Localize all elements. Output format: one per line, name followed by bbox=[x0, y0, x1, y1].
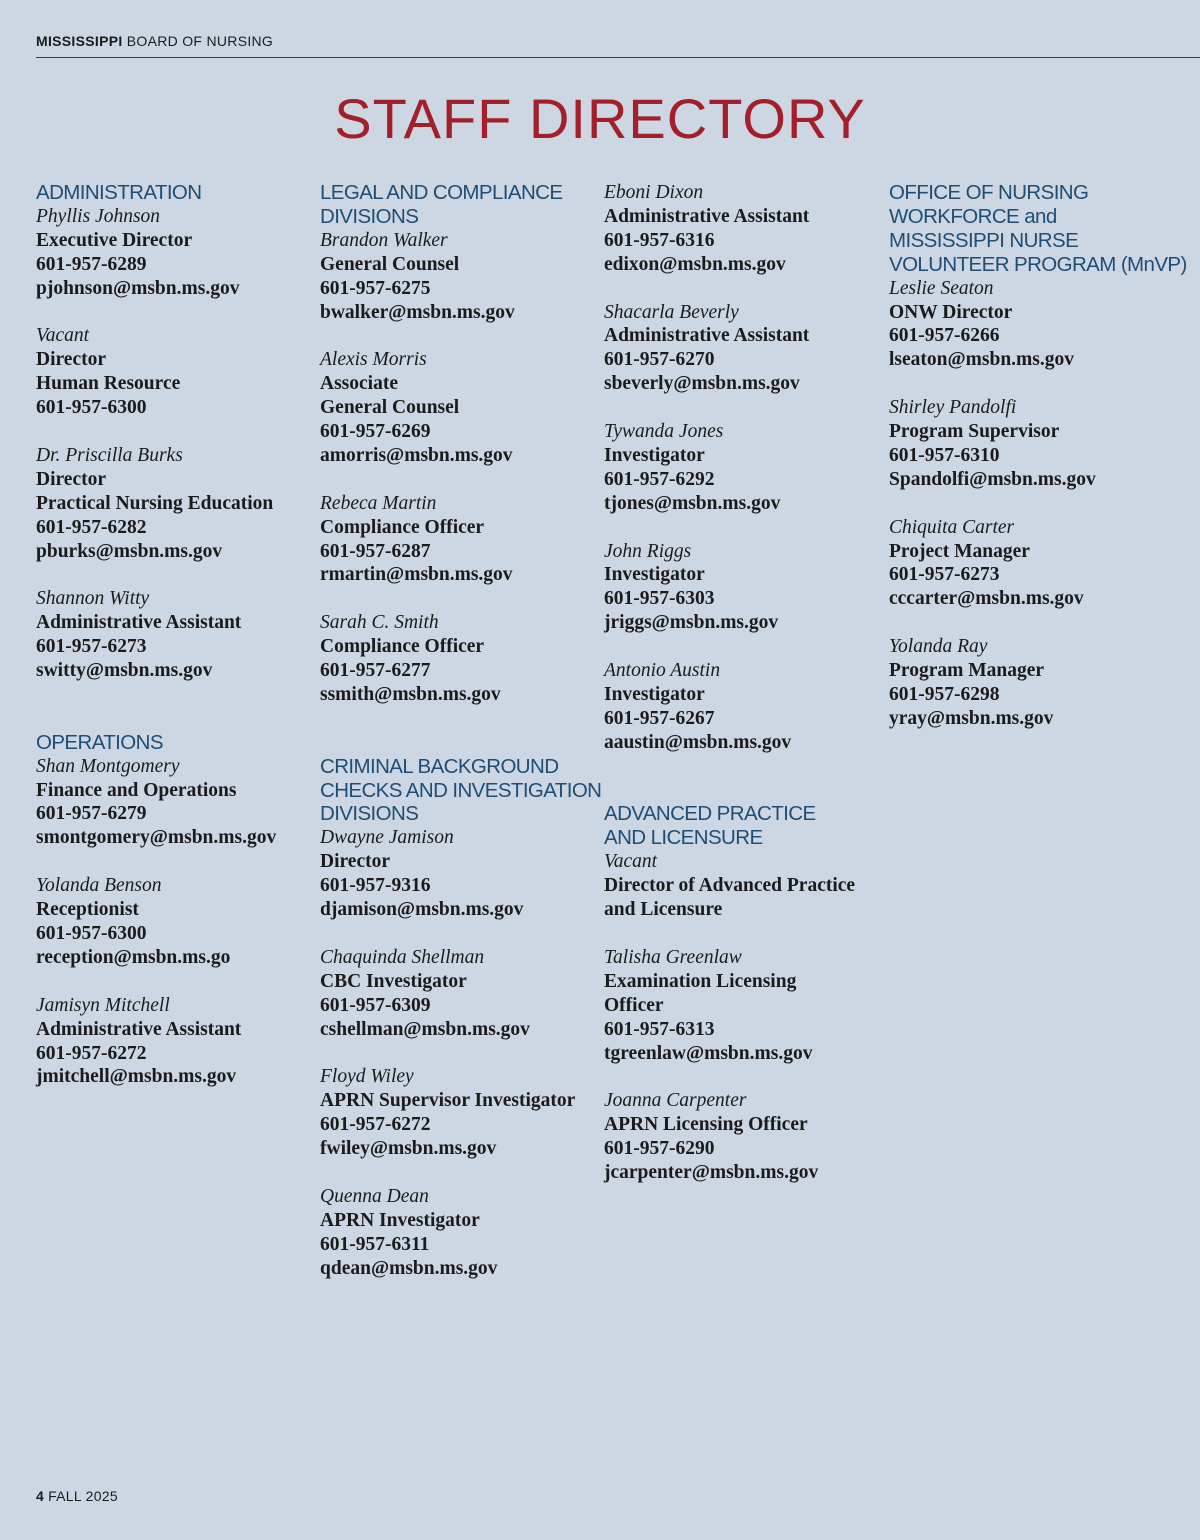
staff-title: APRN Investigator bbox=[320, 1209, 480, 1231]
running-header bbox=[36, 33, 1200, 58]
staff-phone: 601-957-6287 bbox=[320, 540, 431, 562]
staff-phone: 601-957-6279 bbox=[36, 803, 147, 825]
staff-title: Associate bbox=[320, 373, 398, 395]
staff-email: Spandolfi@msbn.ms.gov bbox=[889, 468, 1096, 490]
staff-title: CBC Investigator bbox=[320, 970, 467, 992]
staff-title: Practical Nursing Education bbox=[36, 492, 274, 514]
staff-entry bbox=[889, 396, 1194, 492]
staff-title: APRN Licensing Officer bbox=[604, 1114, 808, 1136]
staff-title: Director bbox=[36, 468, 107, 490]
staff-email: bwalker@msbn.ms.gov bbox=[320, 301, 515, 323]
staff-title: Project Manager bbox=[889, 540, 1030, 562]
staff-email: sbeverly@msbn.ms.gov bbox=[604, 373, 800, 395]
staff-name: Sarah C. Smith bbox=[320, 612, 439, 634]
staff-name: Shacarla Beverly bbox=[604, 301, 739, 323]
staff-title: Program Manager bbox=[889, 660, 1045, 682]
staff-email: jcarpenter@msbn.ms.gov bbox=[604, 1162, 819, 1184]
staff-name: Brandon Walker bbox=[320, 229, 448, 251]
staff-entry bbox=[320, 492, 620, 588]
department-heading: MISSISSIPPI NURSE bbox=[889, 228, 1079, 252]
department-heading: CHECKS AND INVESTIGATION bbox=[320, 778, 602, 802]
section-spacer bbox=[36, 707, 336, 731]
staff-title: Investigator bbox=[604, 683, 705, 705]
staff-title: General Counsel bbox=[320, 253, 460, 275]
department-section bbox=[320, 181, 620, 707]
department-heading: DIVISIONS bbox=[320, 802, 419, 826]
staff-name: Dwayne Jamison bbox=[320, 827, 454, 849]
staff-email: cshellman@msbn.ms.gov bbox=[320, 1018, 530, 1040]
staff-name: Eboni Dixon bbox=[604, 182, 704, 203]
staff-entry bbox=[320, 1185, 620, 1281]
staff-name: Vacant bbox=[36, 325, 90, 347]
staff-title: Compliance Officer bbox=[320, 636, 485, 658]
staff-email: aaustin@msbn.ms.gov bbox=[604, 731, 792, 753]
staff-phone: 601-957-6267 bbox=[604, 707, 715, 729]
staff-entry bbox=[36, 587, 336, 683]
staff-name: Rebeca Martin bbox=[320, 492, 437, 514]
staff-entry bbox=[36, 444, 336, 564]
staff-name: Yolanda Ray bbox=[889, 636, 988, 658]
staff-entry bbox=[604, 540, 904, 636]
staff-name: Shirley Pandolfi bbox=[889, 397, 1017, 419]
directory-column-3 bbox=[604, 181, 904, 1209]
section-spacer bbox=[320, 731, 620, 755]
staff-title: Compliance Officer bbox=[320, 516, 485, 538]
staff-entry bbox=[320, 229, 620, 325]
staff-email: fwiley@msbn.ms.gov bbox=[320, 1138, 497, 1160]
page-title: STAFF DIRECTORY bbox=[334, 87, 866, 150]
staff-entry bbox=[604, 659, 904, 755]
staff-title: Receptionist bbox=[36, 899, 139, 921]
staff-phone: 601-957-6269 bbox=[320, 421, 431, 443]
staff-name: Tywanda Jones bbox=[604, 421, 724, 443]
staff-name: John Riggs bbox=[604, 540, 692, 562]
staff-entry bbox=[36, 874, 336, 970]
staff-entry bbox=[604, 301, 904, 397]
staff-email: ssmith@msbn.ms.gov bbox=[320, 683, 501, 705]
department-heading: CRIMINAL BACKGROUND bbox=[320, 754, 559, 778]
staff-email: smontgomery@msbn.ms.gov bbox=[36, 827, 277, 849]
staff-entry bbox=[604, 420, 904, 516]
staff-phone: 601-957-6266 bbox=[889, 325, 1000, 347]
staff-name: Shan Montgomery bbox=[36, 755, 180, 777]
staff-entry bbox=[36, 205, 336, 301]
staff-title: Director bbox=[320, 851, 391, 873]
staff-title: Investigator bbox=[604, 444, 705, 466]
department-section bbox=[889, 181, 1194, 731]
department-heading: OFFICE OF NURSING bbox=[889, 181, 1089, 204]
staff-entry bbox=[889, 277, 1194, 373]
staff-name: Chiquita Carter bbox=[889, 516, 1015, 538]
department-section bbox=[320, 755, 620, 1281]
staff-title: Executive Director bbox=[36, 229, 193, 251]
staff-phone: 601-957-6300 bbox=[36, 923, 147, 944]
staff-entry bbox=[320, 1065, 620, 1161]
staff-title: Officer bbox=[604, 994, 664, 1016]
staff-title: General Counsel bbox=[320, 397, 460, 419]
department-section bbox=[36, 181, 336, 683]
staff-title: Administrative Assistant bbox=[36, 612, 242, 634]
staff-email: pburks@msbn.ms.gov bbox=[36, 540, 223, 562]
staff-name: Alexis Morris bbox=[320, 349, 427, 371]
department-heading: OPERATIONS bbox=[36, 730, 163, 754]
department-heading: WORKFORCE and bbox=[889, 204, 1057, 228]
staff-title: APRN Supervisor Investigator bbox=[320, 1090, 576, 1112]
staff-entry bbox=[36, 755, 336, 851]
staff-entry bbox=[889, 635, 1194, 731]
staff-phone: 601-957-6313 bbox=[604, 1018, 715, 1040]
department-heading: VOLUNTEER PROGRAM (MnVP) bbox=[889, 252, 1187, 276]
staff-email: jriggs@msbn.ms.gov bbox=[604, 612, 779, 634]
staff-phone: 601-957-9316 bbox=[320, 875, 431, 897]
staff-name: Joanna Carpenter bbox=[604, 1090, 747, 1112]
staff-phone: 601-957-6298 bbox=[889, 683, 1000, 705]
staff-name: Shannon Witty bbox=[36, 588, 150, 610]
staff-email: cccarter@msbn.ms.gov bbox=[889, 588, 1084, 610]
staff-email: jmitchell@msbn.ms.gov bbox=[36, 1066, 237, 1088]
staff-phone: 601-957-6300 bbox=[36, 397, 147, 419]
staff-email: tjones@msbn.ms.gov bbox=[604, 492, 781, 514]
department-heading: ADVANCED PRACTICE bbox=[604, 802, 816, 826]
staff-phone: 601-957-6270 bbox=[604, 349, 715, 371]
staff-name: Talisha Greenlaw bbox=[604, 946, 742, 968]
department-section bbox=[604, 802, 904, 1184]
staff-phone: 601-957-6273 bbox=[36, 636, 147, 658]
staff-email: edixon@msbn.ms.gov bbox=[604, 253, 786, 275]
directory-column-4 bbox=[889, 181, 1194, 755]
department-heading: LEGAL AND COMPLIANCE bbox=[320, 181, 563, 204]
staff-phone: 601-957-6277 bbox=[320, 660, 431, 682]
staff-name: Chaquinda Shellman bbox=[320, 946, 485, 968]
staff-email: yray@msbn.ms.gov bbox=[889, 707, 1054, 729]
staff-phone: 601-957-6289 bbox=[36, 253, 147, 275]
department-heading: AND LICENSURE bbox=[604, 826, 763, 850]
staff-name: Jamisyn Mitchell bbox=[36, 994, 170, 1016]
staff-phone: 601-957-6272 bbox=[320, 1114, 431, 1136]
staff-phone: 601-957-6282 bbox=[36, 516, 147, 538]
staff-phone: 601-957-6311 bbox=[320, 1233, 430, 1255]
staff-entry bbox=[320, 826, 620, 922]
staff-name: Dr. Priscilla Burks bbox=[36, 444, 183, 466]
staff-entry bbox=[320, 611, 620, 707]
staff-entry bbox=[604, 850, 904, 922]
staff-title: Director bbox=[36, 349, 107, 371]
staff-name: Quenna Dean bbox=[320, 1185, 429, 1207]
staff-entry bbox=[36, 994, 336, 1090]
staff-phone: 601-957-6273 bbox=[889, 564, 1000, 586]
staff-entry bbox=[604, 946, 904, 1066]
staff-email: lseaton@msbn.ms.gov bbox=[889, 349, 1074, 371]
staff-entry bbox=[36, 324, 336, 420]
staff-phone: 601-957-6272 bbox=[36, 1042, 147, 1064]
staff-phone: 601-957-6275 bbox=[320, 277, 431, 299]
staff-email: djamison@msbn.ms.gov bbox=[320, 899, 524, 921]
staff-title: Director of Advanced Practice bbox=[604, 875, 856, 897]
staff-email: tgreenlaw@msbn.ms.gov bbox=[604, 1042, 813, 1064]
staff-email: reception@msbn.ms.go bbox=[36, 946, 231, 968]
staff-title: Examination Licensing bbox=[604, 970, 797, 992]
staff-name: Yolanda Benson bbox=[36, 875, 162, 897]
staff-phone: 601-957-6310 bbox=[889, 444, 1000, 466]
staff-title: Program Supervisor bbox=[889, 421, 1060, 443]
staff-title: and Licensure bbox=[604, 899, 723, 921]
section-spacer bbox=[604, 779, 904, 803]
header-org-rest: BOARD OF NURSING bbox=[122, 33, 274, 49]
staff-entry bbox=[604, 1089, 904, 1185]
staff-email: amorris@msbn.ms.gov bbox=[320, 444, 513, 466]
staff-title: Administrative Assistant bbox=[604, 325, 810, 347]
directory-column-2 bbox=[320, 181, 620, 1304]
staff-entry bbox=[320, 348, 620, 468]
staff-email: qdean@msbn.ms.gov bbox=[320, 1257, 498, 1279]
department-section bbox=[604, 181, 904, 755]
staff-phone: 601-957-6303 bbox=[604, 588, 715, 610]
staff-email: rmartin@msbn.ms.gov bbox=[320, 564, 513, 586]
page-footer bbox=[36, 1488, 118, 1504]
staff-phone: 601-957-6290 bbox=[604, 1138, 715, 1160]
header-org-bold: MISSISSIPPI bbox=[36, 33, 123, 49]
staff-title: Administrative Assistant bbox=[36, 1018, 242, 1040]
staff-name: Vacant bbox=[604, 851, 658, 873]
staff-entry bbox=[320, 946, 620, 1042]
page-number: 4 bbox=[36, 1488, 45, 1504]
staff-email: pjohnson@msbn.ms.gov bbox=[36, 277, 240, 299]
staff-phone: 601-957-6316 bbox=[604, 229, 715, 251]
staff-phone: 601-957-6292 bbox=[604, 468, 715, 490]
directory-column-1 bbox=[36, 181, 336, 1113]
staff-title: Administrative Assistant bbox=[604, 205, 810, 227]
department-heading: ADMINISTRATION bbox=[36, 181, 202, 204]
staff-name: Leslie Seaton bbox=[889, 277, 994, 299]
staff-entry bbox=[889, 516, 1194, 612]
department-heading: DIVISIONS bbox=[320, 204, 419, 228]
staff-email: switty@msbn.ms.gov bbox=[36, 660, 213, 682]
staff-name: Antonio Austin bbox=[604, 660, 721, 682]
staff-title: ONW Director bbox=[889, 301, 1013, 323]
staff-title: Human Resource bbox=[36, 373, 181, 395]
staff-name: Phyllis Johnson bbox=[36, 205, 161, 227]
staff-phone: 601-957-6309 bbox=[320, 994, 431, 1016]
issue-label: FALL 2025 bbox=[48, 1488, 118, 1504]
staff-name: Floyd Wiley bbox=[320, 1066, 414, 1088]
department-section bbox=[36, 731, 336, 1090]
staff-title: Investigator bbox=[604, 564, 705, 586]
staff-entry bbox=[604, 181, 904, 277]
staff-title: Finance and Operations bbox=[36, 779, 237, 801]
